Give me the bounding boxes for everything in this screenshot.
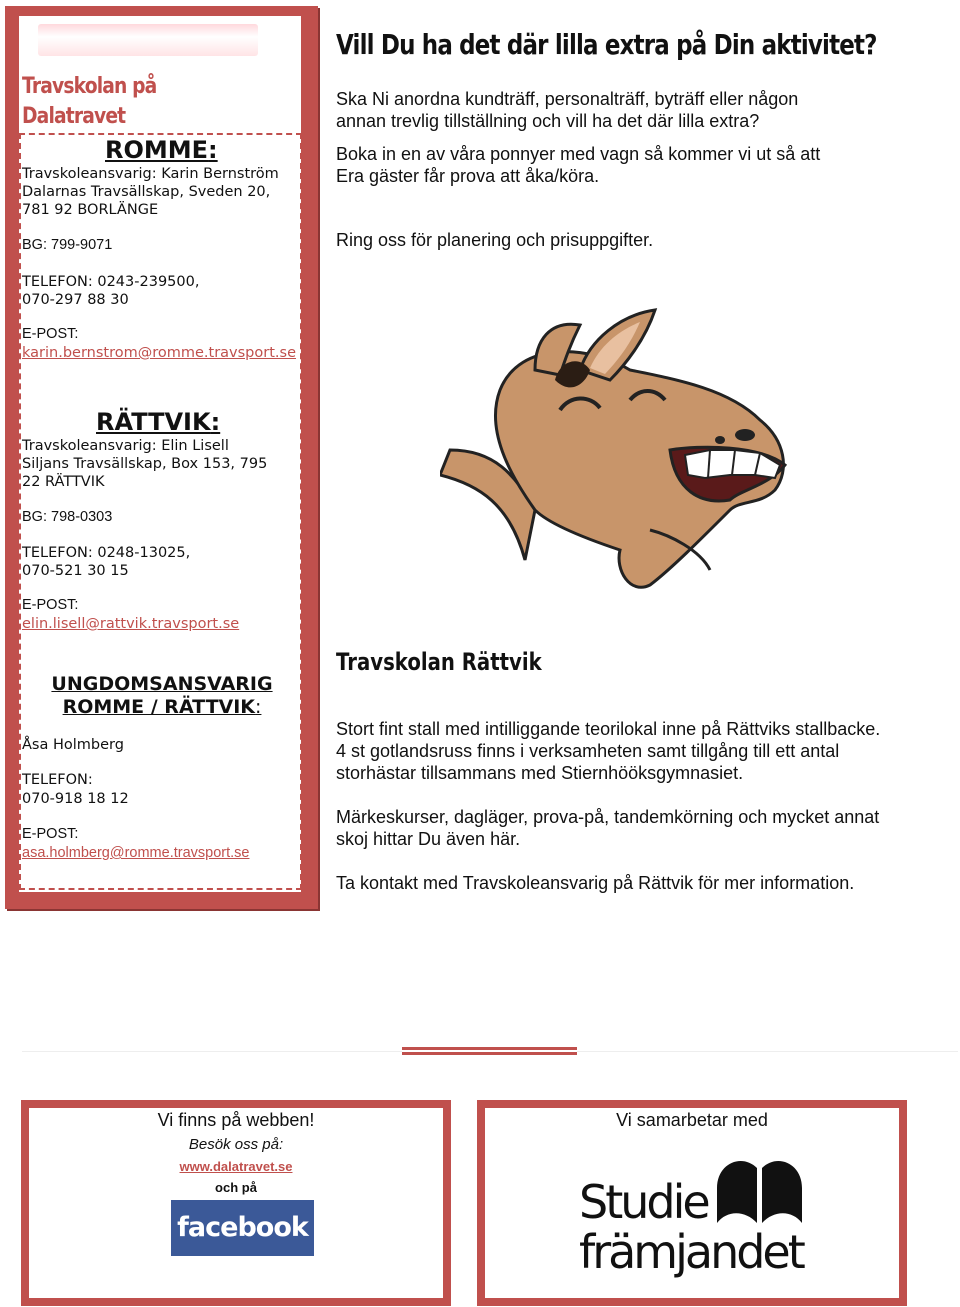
romme-heading: ROMME: bbox=[105, 136, 218, 164]
youth-name: Åsa Holmberg bbox=[22, 737, 124, 753]
org-title: Travskolan på Dalatravet bbox=[22, 74, 157, 129]
sidebar-tab-decoration bbox=[38, 24, 258, 56]
facebook-logo[interactable]: facebook bbox=[171, 1200, 314, 1256]
youth-heading-1: UNGDOMSANSVARIG bbox=[51, 673, 273, 695]
page-divider-accent bbox=[402, 1047, 577, 1055]
studiefrämjandet-logo bbox=[577, 1148, 807, 1278]
s2-p1-line3: storhästar tillsammans med Stiernhööksgymnasiet. bbox=[336, 763, 744, 783]
site-link[interactable]: www.dalatravet.se bbox=[179, 1159, 293, 1174]
rattvik-heading: RÄTTVIK: bbox=[96, 408, 221, 436]
rattvik-email-label: E-POST: bbox=[22, 597, 79, 613]
laughing-horse-illustration bbox=[440, 300, 800, 600]
visit-text: Besök oss på: bbox=[188, 1136, 284, 1153]
youth-phone: 070-918 18 12 bbox=[22, 791, 129, 807]
s2-p1-line2: 4 st gotlandsruss finns i verksamheten samt tillgång till ett antal bbox=[336, 741, 840, 761]
romme-email-link[interactable]: karin.bernstrom@romme.travsport.se bbox=[22, 345, 296, 361]
web-title: Vi finns på webben! bbox=[157, 1110, 315, 1130]
logo-word-2: främjandet bbox=[579, 1225, 803, 1278]
rattvik-email-link[interactable]: elin.lisell@rattvik.travsport.se bbox=[22, 616, 240, 632]
para3: Ring oss för planering och prisuppgifter. bbox=[336, 230, 654, 250]
para2-line1: Boka in en av våra ponnyer med vagn så kommer vi ut så att bbox=[336, 144, 821, 164]
rattvik-responsible: Travskoleansvarig: Elin Lisell bbox=[22, 438, 229, 454]
para1-line2: annan trevlig tillställning och vill ha det där lilla extra? bbox=[336, 111, 760, 131]
web-box bbox=[21, 1100, 451, 1306]
romme-address-1: Dalarnas Travsällskap, Sveden 20, bbox=[22, 184, 271, 200]
romme-bg: BG: 799-9071 bbox=[22, 237, 113, 253]
rattvik-phone-2: 070-521 30 15 bbox=[22, 563, 129, 579]
youth-heading-2: ROMME / RÄTTVIK: bbox=[62, 696, 262, 718]
rattvik-phone-1: TELEFON: 0248-13025, bbox=[22, 545, 191, 561]
youth-email-link[interactable]: asa.holmberg@romme.travsport.se bbox=[22, 845, 250, 861]
rattvik-bg: BG: 798-0303 bbox=[22, 509, 113, 525]
para1-line1: Ska Ni anordna kundträff, personalträff, byträff eller någon bbox=[336, 89, 799, 109]
romme-phone-2: 070-297 88 30 bbox=[22, 292, 129, 308]
s2-p2-line1: Märkeskurser, dagläger, prova-på, tandemkörning och mycket annat bbox=[336, 807, 880, 827]
romme-responsible: Travskoleansvarig: Karin Bernström bbox=[22, 166, 279, 182]
s2-p3: Ta kontakt med Travskoleansvarig på Rättvik för mer information. bbox=[336, 873, 855, 893]
partner-title: Vi samarbetar med bbox=[616, 1110, 768, 1130]
romme-address-2: 781 92 BORLÄNGE bbox=[22, 202, 159, 218]
youth-phone-label: TELEFON: bbox=[22, 772, 93, 788]
rattvik-address-2: 22 RÄTTVIK bbox=[22, 474, 105, 490]
romme-phone-1: TELEFON: 0243-239500, bbox=[22, 274, 200, 290]
s2-p1-line1: Stort fint stall med intilliggande teorilokal inne på Rättviks stallbacke. bbox=[336, 719, 881, 739]
section2-title: Travskolan Rättvik bbox=[336, 648, 542, 676]
logo-word-1: Studie bbox=[579, 1175, 708, 1229]
rattvik-address-1: Siljans Travsällskap, Box 153, 795 bbox=[22, 456, 268, 472]
romme-email-label: E-POST: bbox=[22, 326, 79, 342]
and-on-text: och på bbox=[215, 1180, 257, 1195]
partner-box bbox=[477, 1100, 907, 1306]
youth-email-label: E-POST: bbox=[22, 826, 79, 842]
s2-p2-line2: skoj hittar Du även här. bbox=[336, 829, 521, 849]
headline: Vill Du ha det där lilla extra på Din aktivitet? bbox=[336, 28, 877, 61]
para2-line2: Era gäster får prova att åka/köra. bbox=[336, 166, 600, 186]
